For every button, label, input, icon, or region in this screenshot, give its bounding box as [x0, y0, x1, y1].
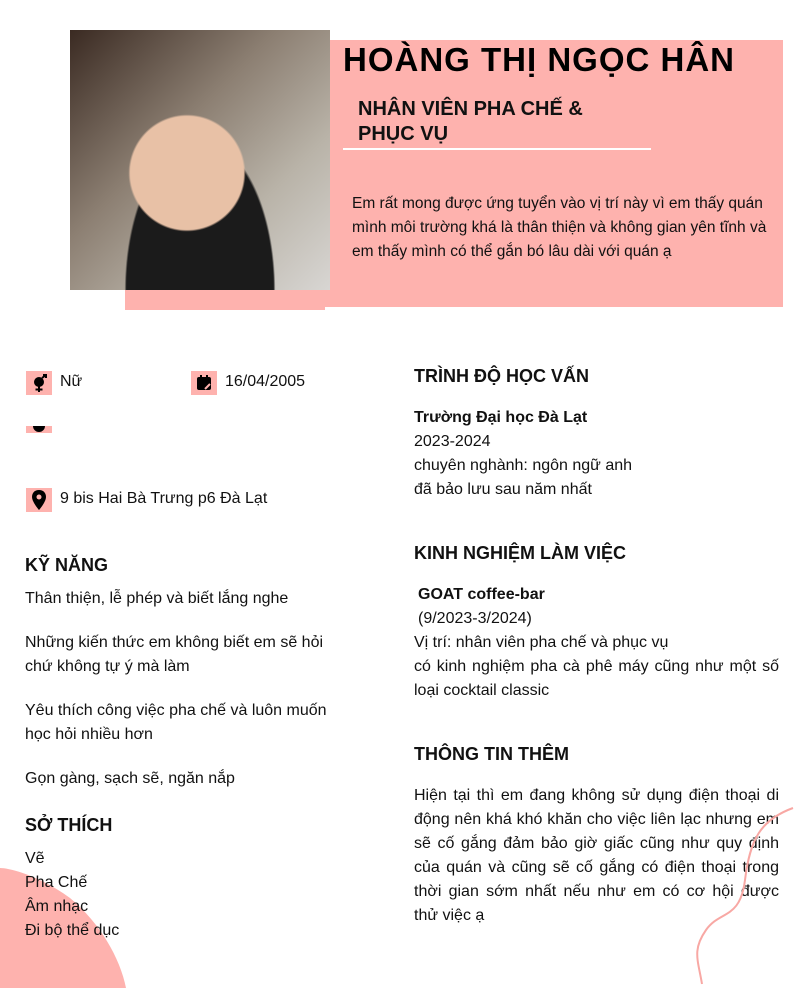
experience-block — [414, 583, 779, 703]
clipped-icon — [26, 426, 52, 433]
hobbies-heading: SỞ THÍCH — [25, 815, 113, 835]
gender-icon — [26, 371, 52, 395]
location-icon — [26, 488, 52, 512]
hobby-item: Pha Chế — [25, 874, 88, 891]
header-panel — [322, 40, 783, 307]
skill-item: Thân thiện, lễ phép và biết lắng nghe — [25, 590, 289, 607]
education-block — [414, 406, 632, 502]
period: (9/2023-3/2024) — [418, 610, 532, 627]
candidate-name: HOÀNG THỊ NGỌC HÂN — [343, 41, 735, 78]
summary: Em rất mong được ứng tuyển vào vị trí này vì em thấy quán mình môi trường khá là thân thiện và không gian yên tĩnh và em thấy mình có thể gắn bó lâu dài với quán ạ — [352, 195, 767, 260]
education-heading: TRÌNH ĐỘ HỌC VẤN — [414, 366, 589, 386]
skill-item: Yêu thích công việc pha chế và luôn muốn học hỏi nhiều hơn — [25, 702, 327, 743]
skills-heading: KỸ NĂNG — [25, 555, 109, 575]
divider — [343, 148, 651, 150]
company: GOAT coffee-bar — [418, 586, 545, 603]
decor-curve — [680, 800, 795, 986]
years: 2023-2024 — [414, 433, 491, 450]
hobby-item: Đi bộ thể dục — [25, 922, 120, 939]
extra-heading: THÔNG TIN THÊM — [414, 744, 569, 764]
hobby-item: Âm nhạc — [25, 898, 89, 915]
birthdate: 16/04/2005 — [225, 373, 306, 390]
major: chuyên nghành: ngôn ngữ anh — [414, 457, 633, 474]
skill-item: Gọn gàng, sạch sẽ, ngăn nắp — [25, 770, 235, 787]
job-title: NHÂN VIÊN PHA CHẾ & PHỤC VỤ — [358, 98, 583, 145]
skill-item: Những kiến thức em không biết em sẽ hỏi chứ không tự ý mà làm — [25, 634, 324, 675]
experience-desc: có kinh nghiệm pha cà phê máy cũng như một số loại cocktail classic — [414, 658, 779, 699]
profile-photo — [70, 30, 330, 290]
school: Trường Đại học Đà Lạt — [414, 409, 588, 426]
hobby-item: Vẽ — [25, 850, 45, 867]
experience-heading: KINH NGHIỆM LÀM VIỆC — [414, 543, 627, 563]
hobbies-list — [25, 847, 119, 943]
address: 9 bis Hai Bà Trưng p6 Đà Lạt — [60, 490, 268, 507]
extra-text: Hiện tại thì em đang không sử dụng điện thoại di động nên khá khó khăn cho việc liên lạc nhưng em sẽ cố gắng đảm bảo giờ giấc cũng như quy định của quán và cũng sẽ cố gắng có điện thoại trong thời gian sớm nhất nếu như em có cơ hội được thử việc ạ — [414, 787, 779, 924]
position: Vị trí: nhân viên pha chế và phục vụ — [414, 634, 669, 651]
note: đã bảo lưu sau năm nhất — [414, 481, 592, 498]
skills-list — [25, 587, 355, 791]
calendar-icon — [191, 371, 217, 395]
gender: Nữ — [60, 373, 83, 390]
